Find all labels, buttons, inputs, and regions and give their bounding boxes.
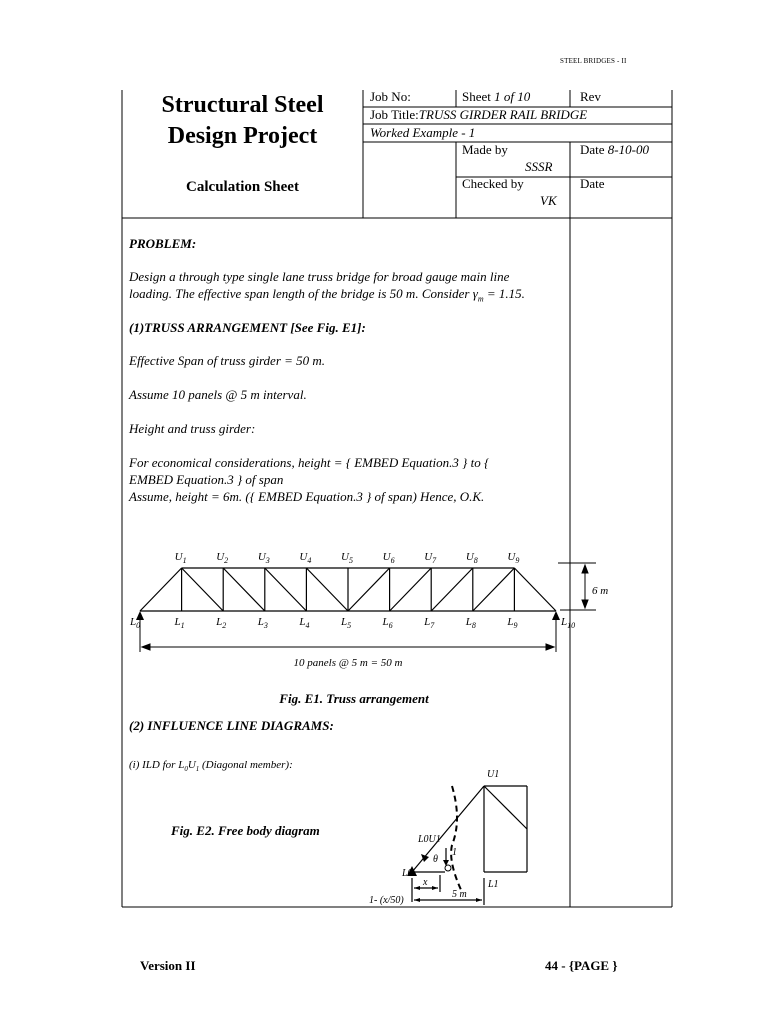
made-by-value: SSSR [525, 159, 553, 174]
footer-page: 44 - {PAGE } [545, 958, 618, 973]
upper-node-label: $U_6$ [382, 551, 395, 565]
worked-example: Worked Example - 1 [370, 125, 476, 140]
upper-node-label: $U_4$ [299, 551, 312, 565]
lower-node-label: $L_1$ [174, 616, 185, 630]
job-no-label: Job No: [370, 89, 411, 104]
econ-line-1: For economical considerations, height = { EMBED Equation.3 } to { [129, 455, 490, 470]
problem-line-1: Design a through type single lane truss bridge for broad gauge main line [129, 269, 510, 284]
title-line-2: Design Project [167, 123, 318, 149]
checked-by-value: VK [540, 193, 557, 208]
height-heading: Height and truss girder: [129, 421, 256, 436]
date-label-2: Date [580, 176, 605, 191]
lower-node-label: $L_7$ [424, 616, 435, 630]
lower-node-label: $L_{10}$ [560, 616, 576, 630]
upper-node-label: $U_2$ [216, 551, 229, 565]
running-head: STEEL BRIDGES - II [560, 57, 627, 65]
upper-node-label: $U_3$ [257, 551, 270, 565]
fbd-unit-load-label: 1 [452, 847, 457, 858]
upper-node-label: $U_8$ [465, 551, 478, 565]
lower-node-label: $L_9$ [507, 616, 518, 630]
fbd-diagonal [412, 786, 484, 872]
title-line-1: Structural Steel [161, 92, 324, 118]
fbd-l0u1-label: L0U1 [418, 834, 441, 845]
section-2-heading: (2) INFLUENCE LINE DIAGRAMS: [129, 718, 334, 733]
footer-version: Version II [140, 958, 196, 973]
lower-node-label: $L_2$ [216, 616, 227, 630]
fbd-u1-label: U1 [487, 769, 500, 780]
rev-label: Rev [580, 89, 601, 104]
sheet-label: Sheet [462, 89, 495, 104]
made-by-label: Made by [462, 142, 508, 157]
effective-span: Effective Span of truss girder = 50 m. [129, 353, 326, 368]
lower-node-label: $L_0$ [129, 616, 141, 630]
fbd-5m-label: 5 m [452, 889, 467, 900]
sheet-value: 1 of 10 [494, 89, 531, 104]
fbd-x-label: x [423, 877, 428, 888]
problem-heading: PROBLEM: [129, 236, 197, 251]
upper-node-label: $U_9$ [507, 551, 520, 565]
ild-text: (i) ILD for $L_0U_1$ (Diagonal member): [129, 759, 293, 774]
checked-by-label: Checked by [462, 176, 524, 191]
lower-node-label: $L_3$ [257, 616, 268, 630]
lower-node-label: $L_8$ [465, 616, 476, 630]
date-label-1: Date [580, 142, 608, 157]
upper-node-label: $U_5$ [341, 551, 353, 565]
section-1-heading: (1)TRUSS ARRANGEMENT [See Fig. E1]: [129, 320, 366, 335]
fig-e2-caption: Fig. E2. Free body diagram [171, 823, 320, 838]
problem-line-2: loading. The effective span length of the bridge is 50 m. Consider $\gamma_m = 1.15$. [129, 286, 525, 304]
fbd-l0-label: L0 [402, 868, 413, 879]
fig-e1-caption: Fig. E1. Truss arrangement [279, 691, 429, 706]
lower-node-label: $L_5$ [340, 616, 352, 630]
span-label: 10 panels @ 5 m = 50 m [293, 657, 403, 669]
job-title-label: Job Title: [370, 107, 419, 122]
height-label: 6 m [592, 585, 609, 597]
econ-line-2: EMBED Equation.3 } of span [129, 472, 284, 487]
fbd-l1-label: L1 [488, 879, 499, 890]
fbd-ordinate-label: 1- (x/50) [369, 895, 404, 906]
assume-panels: Assume 10 panels @ 5 m interval. [129, 387, 307, 402]
calc-sheet-label: Calculation Sheet [186, 179, 299, 195]
upper-node-label: $U_1$ [174, 551, 187, 565]
lower-node-label: $L_4$ [299, 616, 310, 630]
upper-node-label: $U_7$ [424, 551, 437, 565]
date-value-1: 8-10-00 [607, 142, 649, 157]
lower-node-label: $L_6$ [382, 616, 393, 630]
fbd-theta-label: θ [433, 854, 438, 865]
gamma-symbol: γ [472, 286, 478, 301]
econ-line-3: Assume, height = 6m. ({ EMBED Equation.3 } of span) Hence, O.K. [129, 489, 485, 504]
job-title-value: TRUSS GIRDER RAIL BRIDGE [418, 107, 588, 122]
member-force-arrow-icon [421, 854, 429, 862]
